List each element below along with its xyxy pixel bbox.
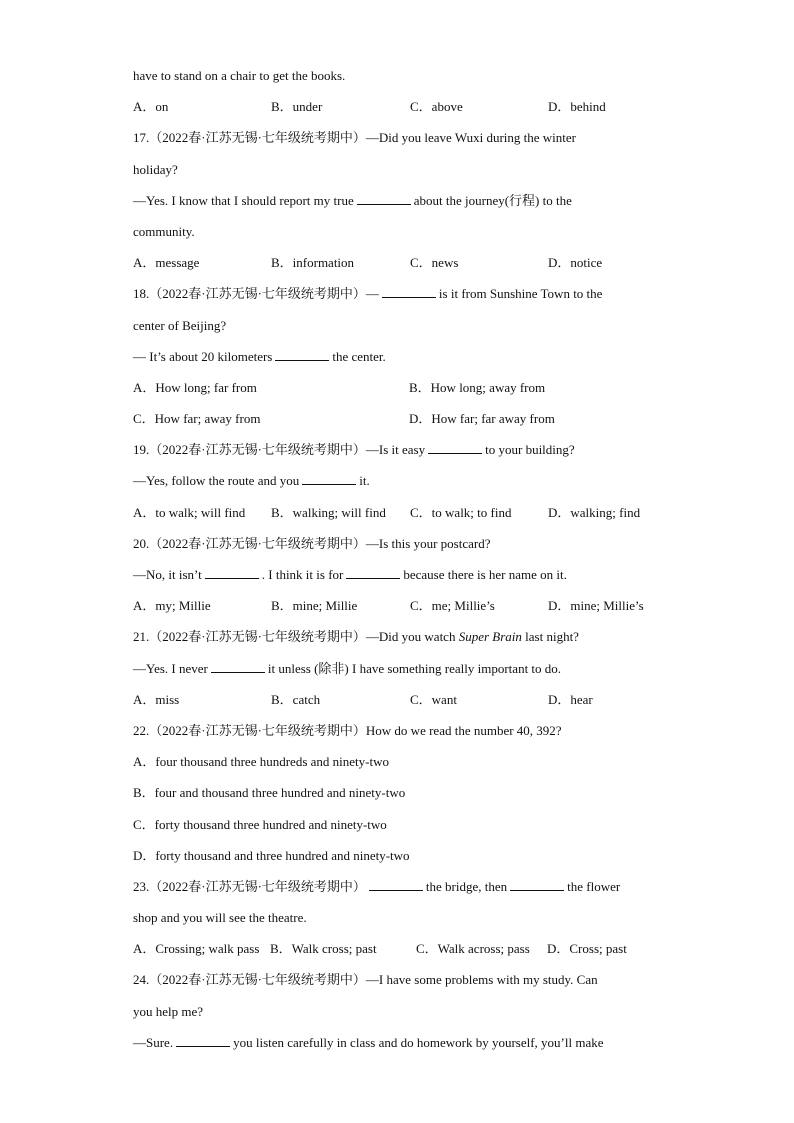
question-19-stem: 19.（2022春·江苏无锡·七年级统考期中）—Is it easy to your building? bbox=[133, 442, 575, 458]
q17-option-d[interactable]: D．notice bbox=[548, 255, 603, 271]
question-17-options bbox=[133, 247, 673, 278]
q16-option-c[interactable]: C．above bbox=[410, 99, 463, 115]
question-18-dialogue: — It’s about 20 kilometers the center. bbox=[133, 348, 386, 364]
q21-option-b[interactable]: B．catch bbox=[271, 691, 321, 707]
question-21-stem: 21.（2022春·江苏无锡·七年级统考期中）—Did you watch Super Brain last night? bbox=[133, 629, 579, 645]
answer-blank[interactable] bbox=[510, 878, 564, 891]
q23-option-d[interactable]: D．Cross; past bbox=[547, 941, 627, 957]
q20-option-d[interactable]: D．mine; Millie’s bbox=[548, 598, 644, 614]
question-23-stem: 23.（2022春·江苏无锡·七年级统考期中） the bridge, then the flower bbox=[133, 878, 621, 894]
q19-option-a[interactable]: A．to walk; will find bbox=[133, 504, 246, 520]
question-20-options bbox=[133, 590, 673, 621]
q16-option-b[interactable]: B．under bbox=[271, 99, 323, 115]
question-17-dialogue-cont: community. bbox=[133, 223, 195, 239]
question-19-options bbox=[133, 497, 673, 528]
question-21-options bbox=[133, 684, 673, 715]
question-24-stem: 24.（2022春·江苏无锡·七年级统考期中）—I have some problems with my study. Can bbox=[133, 972, 598, 988]
q16-option-a[interactable]: A．on bbox=[133, 99, 169, 115]
answer-blank[interactable] bbox=[176, 1034, 230, 1047]
q19-option-c[interactable]: C．to walk; to find bbox=[410, 504, 512, 520]
q18-option-b[interactable]: B．How long; away from bbox=[409, 379, 546, 395]
q20-option-a[interactable]: A．my; Millie bbox=[133, 598, 211, 614]
q18-option-d[interactable]: D．How far; far away from bbox=[409, 411, 555, 427]
answer-blank[interactable] bbox=[211, 660, 265, 673]
q22-option-b[interactable]: B．four and thousand three hundred and ninety-two bbox=[133, 785, 406, 801]
q17-option-b[interactable]: B．information bbox=[271, 255, 355, 271]
q16-option-d[interactable]: D．behind bbox=[548, 99, 606, 115]
answer-blank[interactable] bbox=[369, 878, 423, 891]
q22-option-d[interactable]: D．forty thousand and three hundred and ninety-two bbox=[133, 847, 410, 863]
q23-option-c[interactable]: C．Walk across; pass bbox=[416, 941, 530, 957]
question-20-dialogue: —No, it isn’t . I think it is for because there is her name on it. bbox=[133, 567, 567, 582]
question-17-dialogue: —Yes. I know that I should report my true about the journey(行程) to the bbox=[133, 192, 572, 208]
question-17-stem: 17.（2022春·江苏无锡·七年级统考期中）—Did you leave Wuxi during the winter bbox=[133, 130, 576, 146]
question-18-stem: 18.（2022春·江苏无锡·七年级统考期中）— is it from Sunshine Town to the bbox=[133, 286, 603, 302]
answer-blank[interactable] bbox=[357, 192, 411, 205]
q22-option-c[interactable]: C．forty thousand three hundred and ninety-two bbox=[133, 816, 387, 832]
question-23-options bbox=[133, 933, 673, 964]
question-16-options bbox=[133, 91, 673, 122]
q20-option-b[interactable]: B．mine; Millie bbox=[271, 598, 358, 614]
q21-option-a[interactable]: A．miss bbox=[133, 691, 180, 707]
question-23-stem-cont: shop and you will see the theatre. bbox=[133, 910, 307, 926]
question-24-stem-cont: you help me? bbox=[133, 1003, 204, 1019]
q19-option-b[interactable]: B．walking; will find bbox=[271, 504, 386, 520]
question-18-options-row1 bbox=[133, 372, 673, 403]
q18-option-a[interactable]: A．How long; far from bbox=[133, 379, 257, 395]
q19-option-d[interactable]: D．walking; find bbox=[548, 504, 641, 520]
q20-option-c[interactable]: C．me; Millie’s bbox=[410, 598, 495, 614]
q22-option-a[interactable]: A．four thousand three hundreds and ninety-two bbox=[133, 754, 389, 770]
question-21-dialogue: —Yes. I never it unless (除非) I have something really important to do. bbox=[133, 660, 562, 676]
answer-blank[interactable] bbox=[275, 348, 329, 361]
question-24-dialogue: —Sure. you listen carefully in class and do homework by yourself, you’ll make bbox=[133, 1034, 604, 1050]
answer-blank[interactable] bbox=[382, 285, 436, 298]
exam-page bbox=[133, 60, 673, 1058]
question-18-stem-cont: center of Beijing? bbox=[133, 317, 227, 333]
answer-blank[interactable] bbox=[302, 472, 356, 485]
q18-option-c[interactable]: C．How far; away from bbox=[133, 411, 261, 427]
q23-option-a[interactable]: A．Crossing; walk pass bbox=[133, 941, 260, 957]
q17-option-c[interactable]: C．news bbox=[410, 255, 459, 271]
q21-option-d[interactable]: D．hear bbox=[548, 691, 593, 707]
question-22-stem: 22.（2022春·江苏无锡·七年级统考期中）How do we read the number 40, 392? bbox=[133, 722, 562, 738]
question-16-stem-end: have to stand on a chair to get the books. bbox=[133, 68, 346, 83]
answer-blank[interactable] bbox=[346, 566, 400, 579]
q23-option-b[interactable]: B．Walk cross; past bbox=[270, 941, 377, 957]
q17-option-a[interactable]: A．message bbox=[133, 255, 200, 271]
q21-option-c[interactable]: C．want bbox=[410, 691, 457, 707]
question-17-stem-cont: holiday? bbox=[133, 161, 178, 177]
question-19-dialogue: —Yes, follow the route and you it. bbox=[133, 473, 370, 489]
answer-blank[interactable] bbox=[428, 441, 482, 454]
question-18-options-row2 bbox=[133, 403, 673, 434]
question-20-stem: 20.（2022春·江苏无锡·七年级统考期中）—Is this your postcard? bbox=[133, 535, 491, 551]
answer-blank[interactable] bbox=[205, 566, 259, 579]
